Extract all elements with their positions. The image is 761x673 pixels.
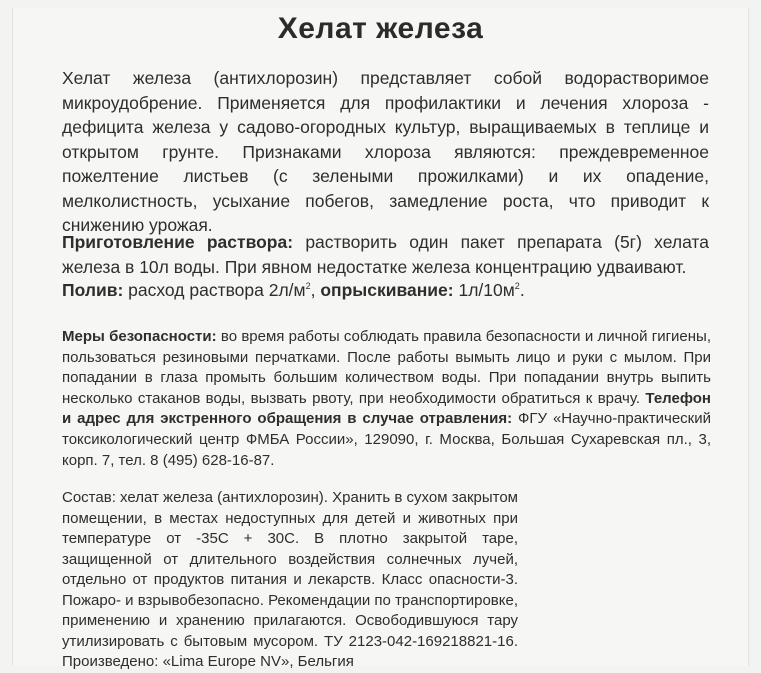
safety-text: во время работы соблюдать правила безопасности и личной гигиены, пользоваться резиновыми перчатками. После работы вымыть лицо и руки с мылом. При попадании в глаза промыть большим количеством воды. При попадании внутрь выпить несколько стаканов воды, вызвать рвоту, при необходимости обратиться к врачу. bbox=[62, 328, 711, 407]
watering-paragraph bbox=[62, 279, 709, 301]
spraying-superscript: 2 bbox=[514, 281, 520, 291]
preparation-paragraph bbox=[62, 230, 709, 279]
preparation-text: растворить один пакет препарата (5г) хелата железа в 10л воды. При явном недостатке железа концентрацию удваивают. bbox=[62, 232, 709, 277]
spraying-text: 1л/10м bbox=[453, 280, 515, 300]
preparation-heading: Приготовление раствора: bbox=[62, 232, 294, 252]
composition-paragraph: Состав: хелат железа (антихлорозин). Хранить в сухом закрытом помещении, в местах недоступных для детей и животных при температуре от -35С + 30С. В плотно закрытой таре, защищенной от длительного воздействия солнечных лучей, отдельно от продуктов питания и лекарств. Класс опасности-3. Пожаро- и взрывобезопасно. Рекомендации по транспортировке, применению и хранению прилагаются. Освободившуюся тару утилизировать с бытовым мусором. ТУ 2123-042-169218821-16. Произведено: «Lima Europe NV», Бельгия bbox=[62, 489, 518, 670]
emergency-contact-heading: Телефон и адрес для экстренного обращения в случае отравления: bbox=[62, 389, 711, 428]
safety-paragraph bbox=[62, 327, 711, 471]
product-title: Хелат железа bbox=[277, 12, 484, 45]
watering-superscript: 2 bbox=[305, 281, 311, 291]
watering-comma: , bbox=[310, 280, 321, 300]
watering-heading: Полив: bbox=[62, 280, 124, 300]
emergency-contact-text: ФГУ «Научно-практический токсикологический центр ФМБА России», 129090, г. Москва, Большая Сухаревская пл., 3, корп. 7, тел. 8 (495) 628-16-87. bbox=[62, 410, 711, 469]
safety-heading: Меры безопасности: bbox=[62, 328, 217, 345]
spraying-heading: опрыскивание: bbox=[320, 280, 454, 300]
intro-paragraph: Хелат железа (антихлорозин) представляет собой водорастворимое микроудобрение. Применяется для профилактики и лечения хлороза - дефицита железа у садово-огородных культур, выращиваемых в теплице и открытом грунте. Признаками хлороза являются: преждевременное пожелтение листьев (с зелеными прожилками) и их опадение, мелколистность, усыхание побегов, замедление роста, что приводит к снижению урожая. bbox=[62, 68, 709, 235]
watering-end: . bbox=[519, 280, 525, 300]
watering-text: расход раствора 2л/м bbox=[123, 280, 306, 300]
